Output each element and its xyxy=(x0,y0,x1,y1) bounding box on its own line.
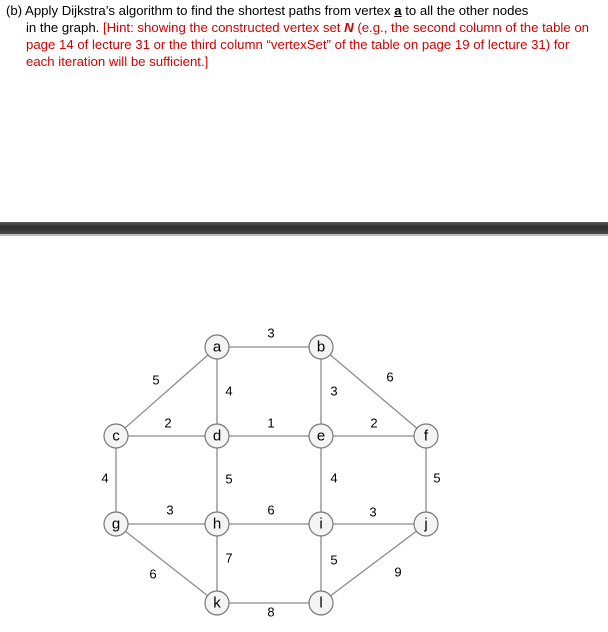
node-label-c: c xyxy=(112,427,120,445)
question-suffix: to all the other nodes xyxy=(401,3,529,18)
edge-weight-f-j: 5 xyxy=(433,470,441,486)
edge-weight-d-h: 5 xyxy=(225,471,233,487)
node-label-j: j xyxy=(424,515,428,533)
edge-weight-a-d: 4 xyxy=(225,383,233,399)
edge-weight-e-f: 2 xyxy=(370,415,378,431)
node-label-a: a xyxy=(212,338,222,356)
node-g xyxy=(104,512,128,536)
edge-weight-b-f: 6 xyxy=(386,369,394,385)
edge-weight-a-c: 5 xyxy=(152,372,160,388)
edge-weight-g-h: 3 xyxy=(166,502,174,518)
hint-vertex-set: N xyxy=(344,20,354,35)
edge-weight-h-i: 6 xyxy=(267,502,275,518)
edge-weight-b-e: 3 xyxy=(330,383,338,399)
edge-weight-a-b: 3 xyxy=(267,325,275,341)
node-b xyxy=(309,335,333,359)
node-label-f: f xyxy=(423,427,429,445)
node-a xyxy=(205,335,229,359)
node-d xyxy=(205,424,229,448)
node-h xyxy=(205,512,229,536)
node-label-h: h xyxy=(212,515,222,533)
node-k xyxy=(205,591,229,615)
edge-weight-e-i: 4 xyxy=(330,470,338,486)
edge-weight-i-l: 5 xyxy=(330,552,338,568)
node-e xyxy=(309,424,333,448)
hint-part-b: (e.g., the second column of the table on page 14 of lecture 31 or the third column “vertexSet” of the table on page 19 of lecture 31) for each iteration will be sufficient.] xyxy=(26,20,589,69)
node-label-b: b xyxy=(316,338,326,356)
edge-weight-h-k: 7 xyxy=(225,550,233,566)
node-label-g: g xyxy=(111,515,121,533)
edge-weight-d-e: 1 xyxy=(267,415,275,431)
edge-weight-k-l: 8 xyxy=(267,604,275,620)
node-label-e: e xyxy=(316,427,326,445)
edge-g-k xyxy=(116,524,217,603)
edges-layer xyxy=(116,347,426,603)
node-l xyxy=(309,591,333,615)
edge-weight-i-j: 3 xyxy=(369,504,377,520)
node-label-l: l xyxy=(319,594,323,612)
node-label-d: d xyxy=(212,427,222,445)
node-i xyxy=(309,512,333,536)
edge-weight-g-k: 6 xyxy=(149,566,157,582)
edge-weight-j-l: 9 xyxy=(394,564,402,580)
node-j xyxy=(414,512,438,536)
question-line2-start: in the graph. xyxy=(26,20,103,35)
question-prefix: (b) Apply Dijkstra’s algorithm to find the shortest paths from vertex xyxy=(6,3,395,18)
node-label-i: i xyxy=(319,515,323,533)
node-label-k: k xyxy=(213,594,221,612)
node-c xyxy=(104,424,128,448)
hint-part-a: [Hint: showing the constructed vertex set xyxy=(102,20,345,35)
edge-weight-c-g: 4 xyxy=(101,470,109,486)
node-f xyxy=(414,424,438,448)
source-vertex: a xyxy=(394,3,402,18)
edge-weight-c-d: 2 xyxy=(164,415,172,431)
weights-layer xyxy=(101,326,440,620)
